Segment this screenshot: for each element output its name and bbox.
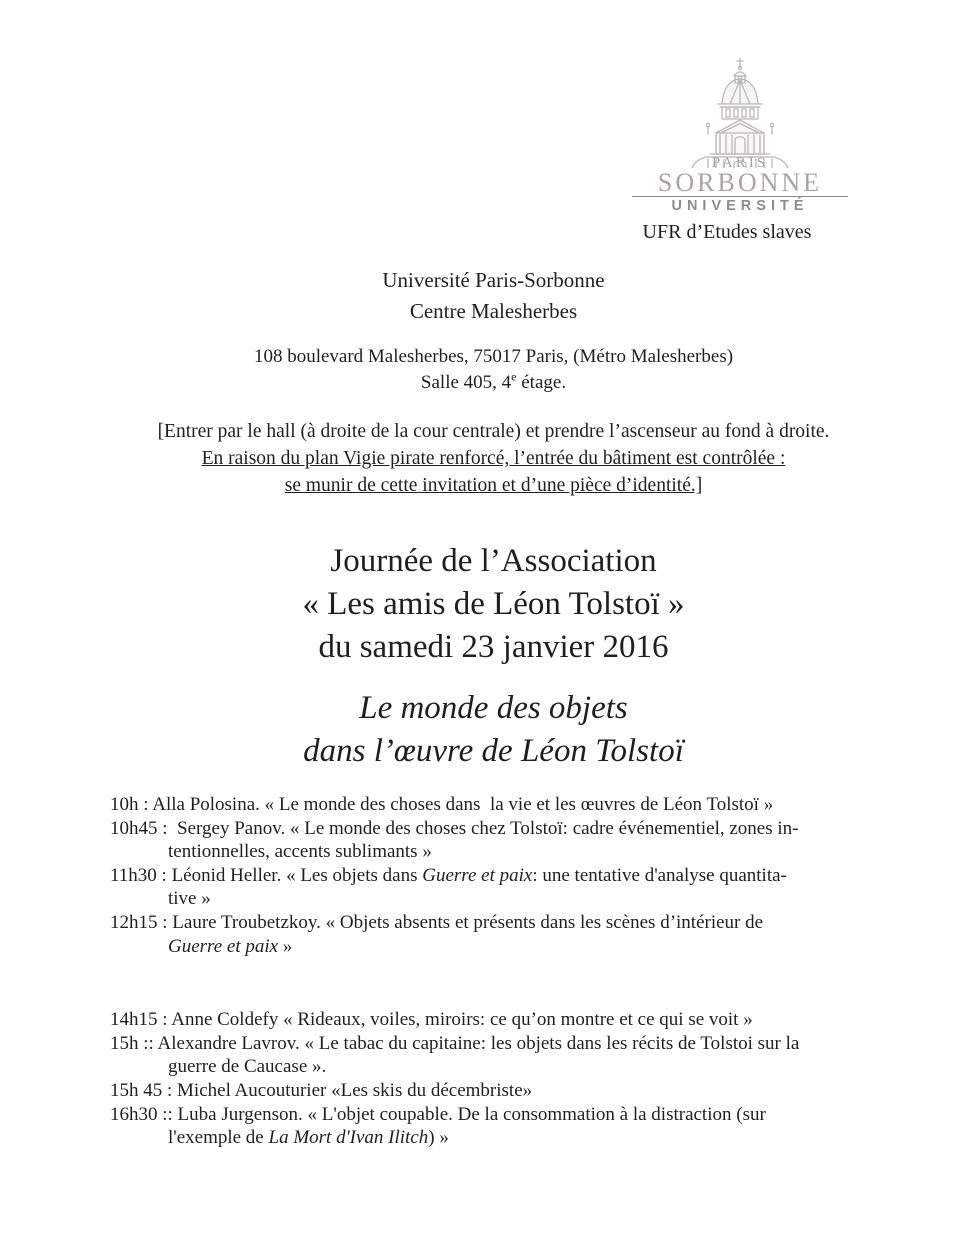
program-schedule [0,793,967,1150]
program-line: 14h15 : Anne Coldefy « Rideaux, voiles, miroirs: ce qu’on montre et ce qui se voit » [110,1009,753,1031]
program-line: 15h :: Alexandre Lavrov. « Le tabac du capitaine: les objets dans les récits de Tolstoi sur la [110,1032,800,1054]
program-line: 15h 45 : Michel Aucouturier «Les skis du décembriste» [110,1079,533,1101]
program-afternoon [0,1008,967,1150]
program-line: l'exemple de La Mort d'Ivan Ilitch) » [168,1127,449,1149]
address-block [20,344,967,396]
centre-name: Centre Malesherbes [409,299,578,323]
ufr-label: UFR d’Etudes slaves [642,221,812,243]
program-line: Guerre et paix » [168,935,293,957]
program-gap [0,958,967,1008]
logo-sorbonne-text: SORBONNE [657,168,823,197]
ordinal-superscript: e [511,369,517,384]
event-theme-line-1: Le monde des objets [359,690,628,726]
program-line: tentionnelles, accents sublimants » [168,841,432,863]
program-morning [0,793,967,958]
event-title-line-2: « Les amis de Léon Tolstoï » [302,586,685,622]
event-title-line-1: Journée de l’Association [330,543,657,579]
event-theme [20,687,967,773]
notice-line-2: En raison du plan Vigie pirate renforcé, l’entrée du bâtiment est contrôlée : [201,448,786,469]
program-line: 10h45 : Sergey Panov. « Le monde des choses chez Tolstoï: cadre événementiel, zones in- [110,817,799,839]
sorbonne-building-icon [680,56,800,168]
university-header [20,265,967,327]
access-notice [20,418,967,499]
sorbonne-logo [613,56,867,244]
program-line: 11h30 : Léonid Heller. « Les objets dans Guerre et paix: une tentative d'analyse quantita- [110,864,787,886]
logo-universite-text: UNIVERSITÉ [671,198,809,214]
street-address: 108 boulevard Malesherbes, 75017 Paris, (Métro Malesherbes) [253,346,734,367]
program-line: guerre de Caucase ». [168,1056,327,1078]
event-title-line-3: du samedi 23 janvier 2016 [318,629,669,665]
program-line: 12h15 : Laure Troubetzkoy. « Objets absents et présents dans les scènes d’intérieur de [110,911,764,933]
event-title [20,540,967,669]
program-line: 10h : Alla Polosina. « Le monde des choses dans la vie et les œuvres de Léon Tolstoï » [110,794,774,815]
notice-line-3: se munir de cette invitation et d’une pièce d’identité.] [284,475,703,496]
university-name: Université Paris-Sorbonne [382,268,605,292]
program-line: 16h30 :: Luba Jurgenson. « L'objet coupable. De la consommation à la distraction (sur [110,1103,766,1125]
logo-paris-text: PARIS [711,155,769,171]
room-address: Salle 405, 4e étage. [420,369,567,393]
notice-line-1: [Entrer par le hall (à droite de la cour centrale) et prendre l’ascenseur au fond à droite. [157,421,830,442]
program-line: tive » [168,888,211,910]
event-theme-line-2: dans l’œuvre de Léon Tolstoï [303,733,684,769]
